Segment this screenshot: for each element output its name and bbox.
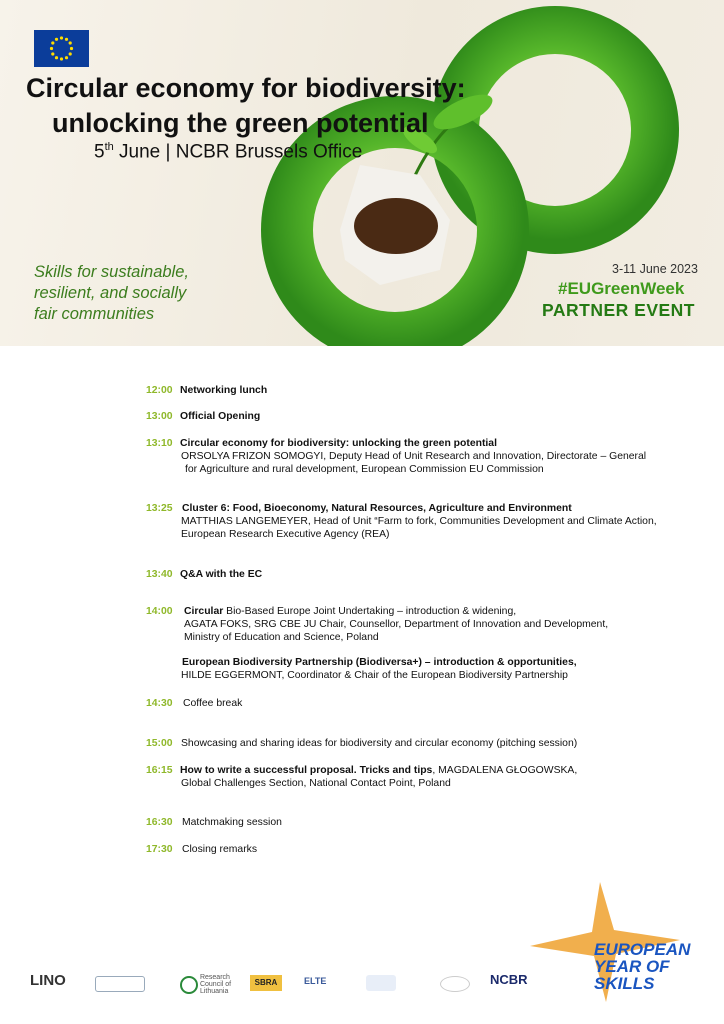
elte-logo: ELTE (304, 976, 327, 986)
agenda-time: 13:25 (146, 503, 173, 514)
european-year-of-skills-logo: EUROPEAN YEAR OF SKILLS (594, 940, 691, 993)
event-title-line-1: Circular economy for biodiversity: (26, 73, 466, 103)
agenda-time: 16:30 (146, 817, 173, 828)
agenda-speaker-line: ORSOLYA FRIZON SOMOGYI, Deputy Head of Unit Research and Innovation, Directorate – General (181, 451, 647, 462)
agenda-title: How to write a successful proposal. Tricks and tips (180, 765, 433, 776)
sbra-logo: SBRA (250, 975, 282, 991)
agenda-title: Circular economy for biodiversity: unlocking the green potential (180, 438, 497, 449)
agenda-time: 14:00 (146, 606, 173, 617)
agenda-speaker-line: for Agriculture and rural development, European Commission EU Commission (185, 464, 544, 475)
agenda-speaker-line: HILDE EGGERMONT, Coordinator & Chair of the European Biodiversity Partnership (181, 670, 568, 681)
partner-event-label: PARTNER EVENT (542, 300, 695, 320)
partner-logos-row (30, 968, 550, 1000)
ncbr-logo: NCBR (490, 972, 528, 987)
agenda-title: Showcasing and sharing ideas for biodiversity and circular economy (pitching session) (181, 738, 578, 749)
agenda-speaker-line: European Research Executive Agency (REA) (181, 529, 390, 540)
agenda-title: Matchmaking session (182, 817, 282, 828)
agenda-title: Closing remarks (182, 844, 258, 855)
agenda-title: Official Opening (180, 411, 261, 422)
agenda-time: 13:00 (146, 411, 173, 422)
agenda-speaker-line: Global Challenges Section, National Contact Point, Poland (181, 778, 451, 789)
agenda-title: Networking lunch (180, 385, 268, 396)
lino-logo: LINO (30, 972, 66, 989)
agenda-time: 13:10 (146, 438, 173, 449)
green-week-dates: 3-11 June 2023 (612, 262, 698, 276)
skills-tagline: Skills for sustainable, resilient, and socially fair communities (34, 263, 189, 323)
agenda-speaker-line: MATTHIAS LANGEMEYER, Head of Unit “Farm to fork, Communities Development and Climate Action, (181, 516, 657, 527)
eu-flag-logo (34, 30, 89, 67)
agenda-time: 16:15 (146, 765, 173, 776)
agenda-speaker-line: AGATA FOKS, SRG CBE JU Chair, Counsellor, Department of Innovation and Development, (184, 619, 609, 630)
agenda-time: 17:30 (146, 844, 173, 855)
agenda-title: European Biodiversity Partnership (Biodiversa+) – introduction & opportunities, (182, 657, 577, 668)
partner-logo (440, 976, 470, 992)
event-title-line-2: unlocking the green potential (52, 108, 429, 138)
partner-logo (95, 976, 145, 992)
agenda-speaker-line: Ministry of Education and Science, Poland (184, 632, 379, 643)
event-date-location: 5th June | NCBR Brussels Office (94, 141, 363, 163)
agenda-time: 14:30 (146, 698, 173, 709)
partner-logo (366, 975, 396, 991)
agenda-time: 15:00 (146, 738, 173, 749)
agenda-time: 12:00 (146, 385, 173, 396)
green-week-hashtag: #EUGreenWeek (558, 279, 685, 298)
agenda-time: 13:40 (146, 569, 173, 580)
agenda-title: Q&A with the EC (180, 569, 263, 580)
agenda-title: Cluster 6: Food, Bioeconomy, Natural Resources, Agriculture and Environment (182, 503, 572, 514)
agenda-title: Circular (184, 606, 224, 617)
research-council-logo: Research Council of Lithuania (180, 974, 240, 994)
header-banner (0, 0, 724, 346)
agenda-title: Coffee break (183, 698, 243, 709)
